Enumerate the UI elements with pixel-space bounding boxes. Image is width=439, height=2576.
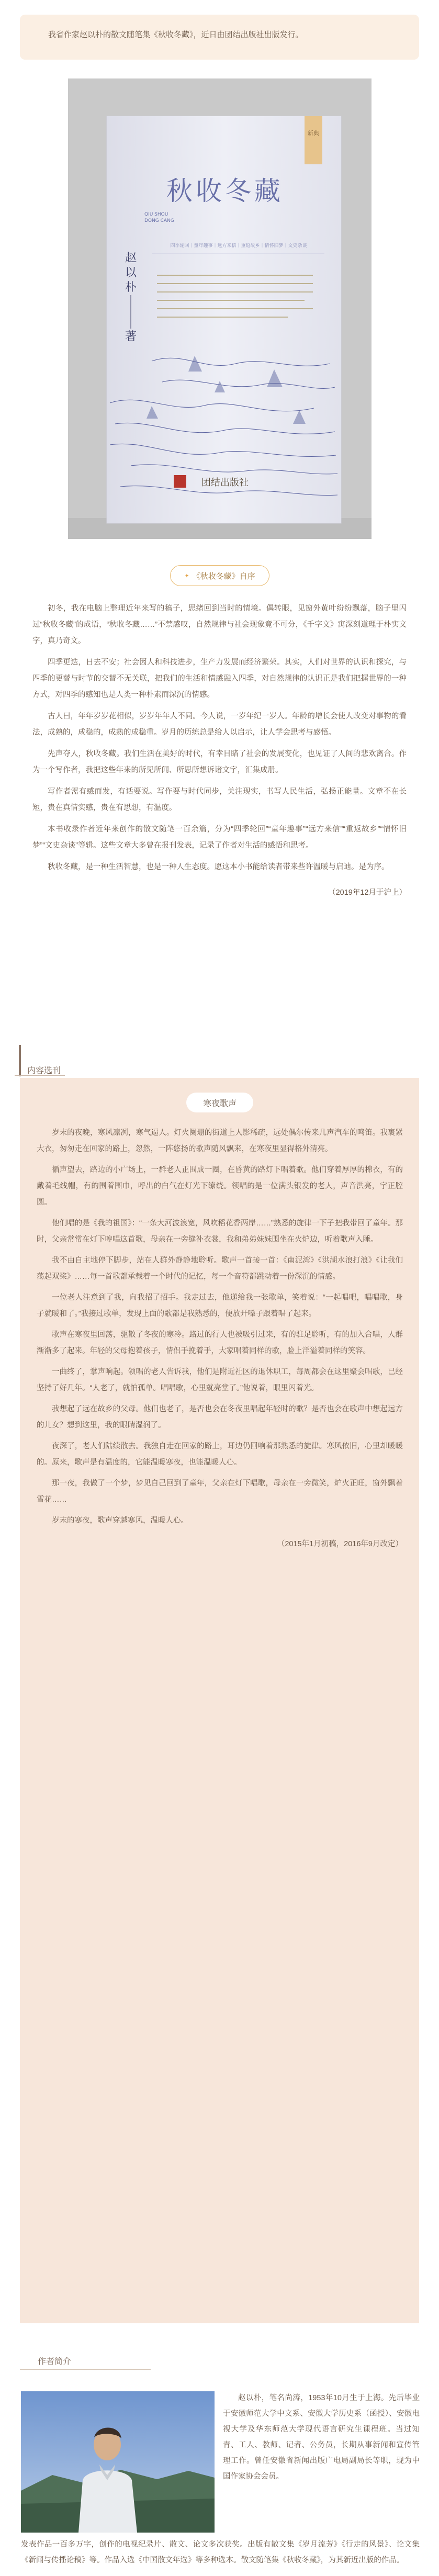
book-subtitle-1: QIU SHOU bbox=[144, 212, 168, 217]
section-underline bbox=[15, 1075, 65, 1076]
preface-paragraph: 本书收录作者近年来创作的散文随笔一百余篇，分为“四季轮回”“童年趣事”“远方来信”“重返故乡”“情怀旧梦”“文史杂谈”等辑。这些文章大多曾在报刊发表，记录了作者对生活的感悟和思考。 bbox=[32, 825, 407, 850]
article-paragraph: 循声望去，路边的小广场上，一群老人正围成一圈，在昏黄的路灯下唱着歌。他们穿着厚厚的棉衣，有的戴着毛线帽，有的围着围巾，呼出的白气在灯光下缭绕。领唱的是一位满头银发的老人，声音洪亮，字正腔圆。 bbox=[37, 1166, 403, 1207]
article-paragraph: 夜深了，老人们陆续散去。我独自走在回家的路上，耳边仍回响着那熟悉的旋律。寒风依旧，心里却暖暖的。原来，歌声是有温度的，它能温暖寒夜，也能温暖人心。 bbox=[37, 1442, 403, 1467]
section-header bbox=[15, 1045, 130, 1076]
preface-paragraph: 先声夺人，秋收冬藏。我们生活在美好的时代，有幸目睹了社会的发展变化，也见证了人间的悲欢离合。作为一个写作者，我把这些年来的所见所闻、所思所想诉诸文字，汇集成册。 bbox=[32, 750, 407, 774]
author-bio-bottom bbox=[21, 2537, 420, 2568]
intro-text: 我省作家赵以朴的散文随笔集《秋收冬藏》，近日由团结出版社出版发行。 bbox=[48, 30, 303, 39]
caption-pill bbox=[170, 565, 269, 586]
article-paragraph: 我不由自主地停下脚步，站在人群外静静地聆听。歌声一首接一首：《南泥湾》《洪湖水浪打浪》《让我们荡起双桨》……每一首歌都承载着一个时代的记忆，每一个音符都跳动着一份深沉的情感。 bbox=[37, 1256, 403, 1281]
author-photo bbox=[21, 2391, 215, 2533]
article-date: （2015年1月初稿，2016年9月改定） bbox=[277, 1540, 403, 1548]
star-icon: ✦ bbox=[184, 572, 189, 579]
book-author-c2: 以 bbox=[125, 266, 137, 279]
intro-box bbox=[20, 15, 419, 60]
author-bio-bottom-text: 发表作品一百多万字，创作的电视纪录片、散文、论文多次获奖。出版有散文集《岁月流芳》《行走的风景》、论文集《新闻与传播论稿》等。作品入选《中国散文年选》等多种选本。散文随笔集《秋收冬藏》，为其新近出版的作品。 bbox=[21, 2540, 420, 2564]
book-title: 秋收冬藏 bbox=[166, 176, 284, 206]
section-label: 内容选刊 bbox=[27, 1066, 61, 1075]
article-body bbox=[37, 1125, 403, 1557]
preface-paragraph: 四季更迭，日去不安；社会因人和科技进步，生产力发展而经济繁荣。其实，人们对世界的认识和探究，与四季的更替与时节的交替不无关联，把我们的生活和情感融入四季，对自然规律的认识正是我们把握世界的一种方式，对四季的感知也是人类一种朴素而深沉的情感。 bbox=[32, 658, 407, 699]
caption-text: 《秋收冬藏》自序 bbox=[192, 571, 255, 581]
book-author-c3: 朴 bbox=[125, 281, 137, 294]
author-header-line bbox=[20, 2369, 151, 2370]
author-bio-right-text: 赵以朴，笔名尚涛，1953年10月生于上海。先后毕业于安徽师范大学中文系、安徽大学历史系（函授）、安徽电视大学及华东师范大学现代语言研究生课程班。当过知青、工人、教师、记者、公务员，长期从事新闻和宣传管理工作。曾任安徽省新闻出版广电局副局长等职，现为中国作家协会会员。 bbox=[223, 2394, 420, 2481]
author-section-label: 作者简介 bbox=[38, 2357, 72, 2366]
article-panel bbox=[20, 1078, 419, 2323]
preface-paragraph: 秋收冬藏，是一种生活智慧，也是一种人生态度。愿这本小书能给读者带来些许温暖与启迪。是为序。 bbox=[48, 863, 389, 871]
book-author-suffix: 著 bbox=[125, 330, 137, 343]
author-bio-right bbox=[223, 2390, 420, 2484]
section-bar bbox=[19, 1045, 21, 1076]
article-paragraph: 我想起了远在故乡的父母。他们也老了，是否也会在冬夜里唱起年轻时的歌？是否也会在歌声中想起远方的儿女？想到这里，我的眼睛湿润了。 bbox=[37, 1405, 403, 1430]
article-title: 寒夜歌声 bbox=[186, 1093, 253, 1112]
article-paragraph: 岁末的夜晚，寒风凛冽，寒气逼人。灯火阑珊的街道上人影稀疏，远处偶尔传来几声汽车的鸣笛。我裹紧大衣，匆匆走在回家的路上，忽然，一阵悠扬的歌声随风飘来，在寒夜里显得格外清亮。 bbox=[37, 1129, 403, 1153]
preface-paragraph: 古人曰，年年岁岁花相似，岁岁年年人不同。今人说，一岁年纪一岁人。年龄的增长会使人改变对事物的看法，成熟的，成稳的，成熟的成稳重。岁月的历练总是给人以启示，让人学会思考与感悟。 bbox=[32, 712, 407, 737]
book-author-c1: 赵 bbox=[125, 252, 137, 265]
article-paragraph: 一曲终了，掌声响起。领唱的老人告诉我，他们是附近社区的退休职工，每周都会在这里聚会唱歌，已经坚持了好几年。“人老了，就怕孤单。唱唱歌，心里就亮堂了。”他说着，眼里闪着光。 bbox=[37, 1368, 403, 1392]
article-paragraph: 他们唱的是《我的祖国》：“一条大河波浪宽，风吹稻花香两岸……”熟悉的旋律一下子把我带回了童年。那时，父亲常常在灯下哼唱这首歌，母亲在一旁缝补衣裳，我和弟弟妹妹围坐在火炉边，听着歌声入睡。 bbox=[37, 1219, 403, 1244]
article-paragraph: 歌声在寒夜里回荡，驱散了冬夜的寒冷。路过的行人也被吸引过来，有的驻足聆听，有的加入合唱，人群渐渐多了起来。年轻的父母抱着孩子，情侣手挽着手，大家唱着同样的歌，脸上洋溢着同样的笑容。 bbox=[37, 1331, 403, 1355]
book-cover-photo bbox=[68, 78, 372, 539]
article-paragraph: 那一夜，我做了一个梦，梦见自己回到了童年，父亲在灯下唱歌，母亲在一旁微笑，炉火正旺，窗外飘着雪花…… bbox=[37, 1479, 403, 1504]
preface-paragraph: 初冬，我在电脑上整理近年来写的稿子，思绪回到当时的情境。偶转眼，见窗外黄叶纷纷飘落，脑子里闪过“秋收冬藏”的成语，“秋收冬藏……”不禁感叹，自然规律与社会现象竟不可分，《千字文》寓深刻道理于朴实文字，真乃奇文。 bbox=[32, 604, 407, 645]
article-paragraph: 一位老人注意到了我，向我招了招手。我走过去，他递给我一张歌单，笑着说：“一起唱吧，唱唱歌，身子就暖和了。”我接过歌单，发现上面的歌都是我熟悉的，便放开嗓子跟着唱了起来。 bbox=[37, 1293, 403, 1318]
book-tags: 四季轮回｜童年趣事｜远方来信｜重返故乡｜情怀旧梦｜文史杂谈 bbox=[170, 243, 307, 249]
book-top-label: 新典 bbox=[308, 130, 319, 137]
book-publisher: 团结出版社 bbox=[201, 477, 249, 488]
article-paragraph: 岁末的寒夜，歌声穿越寒风，温暖人心。 bbox=[52, 1516, 188, 1525]
preface-paragraph: 写作者需有感而发，有话要说。写作要与时代同步，关注现实，书写人民生活，弘扬正能量。文章不在长短，贵在真情实感，贵在有思想，有温度。 bbox=[32, 788, 407, 812]
preface-date: （2019年12月于沪上） bbox=[328, 888, 407, 897]
preface bbox=[32, 601, 407, 906]
author-header bbox=[20, 2355, 151, 2370]
book-subtitle-2: DONG CANG bbox=[144, 218, 174, 223]
